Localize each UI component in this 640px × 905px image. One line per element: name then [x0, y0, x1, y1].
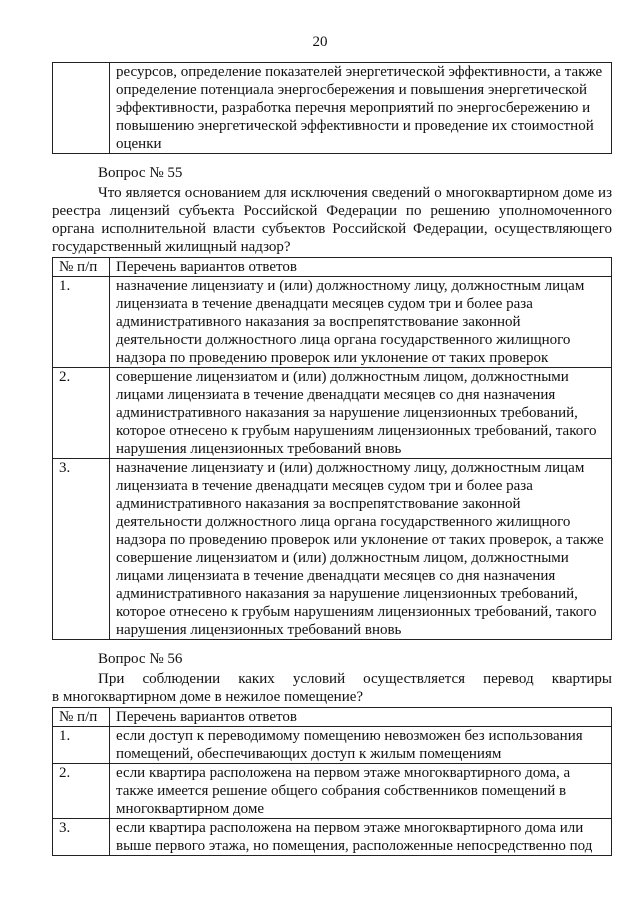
- answers-table: [52, 257, 612, 640]
- table-row: [53, 727, 612, 764]
- answer-text: если квартира расположена на первом этаже многоквартирного дома, а также имеется решение общего собрания собственников помещений в многоквартирном доме: [110, 764, 612, 819]
- page-number: 20: [312, 34, 328, 50]
- question-55: [52, 164, 612, 640]
- question-title: Вопрос № 55: [98, 165, 183, 181]
- question-word: осуществляется: [363, 671, 466, 687]
- question-56: [52, 650, 612, 856]
- row-number: 2.: [53, 764, 110, 819]
- question-word: квартиры: [551, 671, 612, 687]
- question-title: Вопрос № 56: [98, 651, 183, 667]
- row-number: 3.: [53, 819, 110, 856]
- table-header-row: [53, 708, 612, 727]
- question-text: Что является основанием для исключения сведений о многоквартирном доме из реестра лицензий субъекта Российской Федерации по решению уполномоченного органа исполнительной власти субъектов Российской Федерации, осуществляющего государственный жилищный надзор?: [52, 185, 612, 255]
- table-row: [53, 63, 612, 154]
- answer-text: ресурсов, определение показателей энергетической эффективности, а также определение потенциала энергосбережения и повышения энергетической эффективности, разработка перечня мероприятий по энергосбережению и повышению энергетической эффективности и проведение их стоимостной оценки: [110, 63, 612, 154]
- column-header-answers: Перечень вариантов ответов: [110, 708, 612, 727]
- continued-answers-table: [52, 62, 612, 154]
- row-number: 1.: [53, 727, 110, 764]
- answer-text: если доступ к переводимому помещению невозможен без использования помещений, обеспечивающих доступ к жилым помещениям: [110, 727, 612, 764]
- document-page: [52, 62, 612, 856]
- table-row: [53, 819, 612, 856]
- question-word: При: [98, 671, 125, 687]
- table-row: [53, 277, 612, 368]
- question-word: соблюдении: [142, 671, 221, 687]
- question-text: [52, 670, 612, 706]
- question-word: условий: [292, 671, 346, 687]
- table-row: [53, 368, 612, 459]
- table-row: [53, 459, 612, 640]
- answer-text: совершение лицензиатом и (или) должностным лицом, должностными лицами лицензиата в течение двенадцати месяцев со дня назначения административного наказания за нарушение лицензионных требований, которое отнесено к грубым нарушениям лицензионных требований, такого нарушения лицензионных требований вновь: [110, 368, 612, 459]
- answer-text: если квартира расположена на первом этаже многоквартирного дома или выше первого этажа, но помещения, расположенные непосредственно под: [110, 819, 612, 856]
- row-number: 2.: [53, 368, 110, 459]
- row-number-cell: [53, 63, 110, 154]
- answer-text: назначение лицензиату и (или) должностному лицу, должностным лицам лицензиата в течение двенадцати месяцев судом три и более раза административного наказания за воспрепятствование законной деятельности должностного лица органа государственного жилищного надзора по проведению проверок или уклонение от таких проверок, а также совершение лицензиатом и (или) должностным лицом, должностными лицами лицензиата в течение двенадцати месяцев со дня назначения административного наказания за нарушение лицензионных требований, которое отнесено к грубым нарушениям лицензионных требований, такого нарушения лицензионных требований вновь: [110, 459, 612, 640]
- column-header-num: № п/п: [53, 258, 110, 277]
- answers-table: [52, 707, 612, 856]
- column-header-num: № п/п: [53, 708, 110, 727]
- question-word: перевод: [483, 671, 534, 687]
- row-number: 3.: [53, 459, 110, 640]
- row-number: 1.: [53, 277, 110, 368]
- question-text-rest: в многоквартирном доме в нежилое помещение?: [52, 689, 364, 705]
- column-header-answers: Перечень вариантов ответов: [110, 258, 612, 277]
- table-header-row: [53, 258, 612, 277]
- question-word: каких: [238, 671, 275, 687]
- question-text-first-line: [52, 670, 612, 688]
- answer-text: назначение лицензиату и (или) должностному лицу, должностным лицам лицензиата в течение двенадцати месяцев судом три и более раза административного наказания за воспрепятствование законной деятельности должностного лица органа государственного жилищного надзора по проведению проверок или уклонение от таких проверок: [110, 277, 612, 368]
- table-row: [53, 764, 612, 819]
